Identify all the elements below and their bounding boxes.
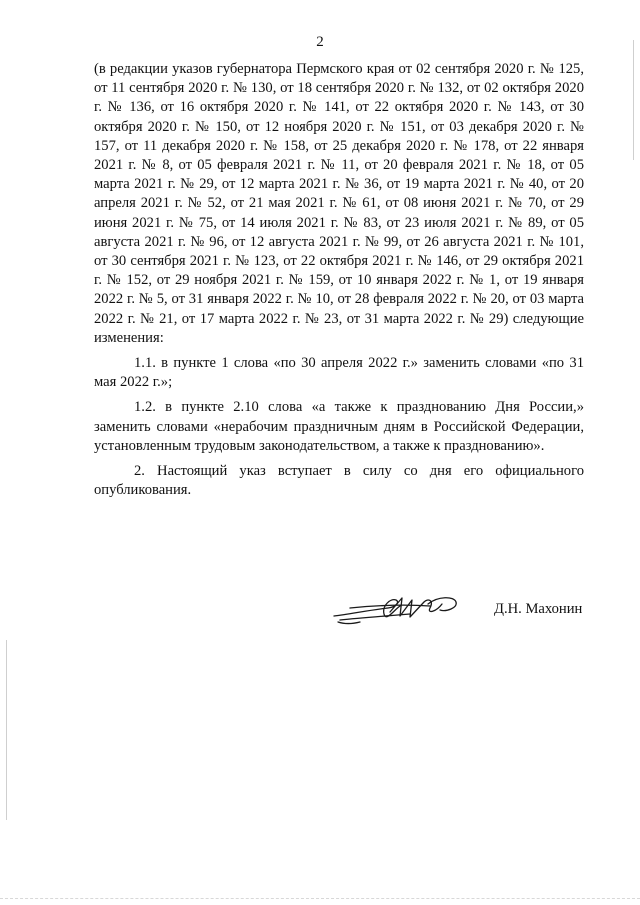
- page-number: 2: [316, 34, 324, 50]
- clause-1-2-paragraph: 1.2. в пункте 2.10 слова «а также к празднованию Дня России,» заменить словами «нерабочим праздничным дням в Российской Федерации, установленным трудовым законодательством, а также к празднованию».: [94, 399, 584, 454]
- handwritten-signature: [330, 590, 465, 630]
- document-body: [94, 60, 584, 500]
- scan-edge-mark-left: [6, 640, 7, 820]
- signer-name: Д.Н. Махонин: [494, 601, 583, 617]
- clause-2-paragraph: 2. Настоящий указ вступает в силу со дня его официального опубликования.: [94, 463, 584, 499]
- amendment-history-paragraph: (в редакции указов губернатора Пермского края от 02 сентября 2020 г. № 125, от 11 сентября 2020 г. № 130, от 18 сентября 2020 г. № 132, от 02 октября 2020 г. № 136, от 16 октября 2020 г. № 141, от 22 октября 2020 г. № 143, от 30 октября 2020 г. № 150, от 12 ноября 2020 г. № 151, от 03 декабря 2020 г. № 157, от 11 декабря 2020 г. № 158, от 25 декабря 2020 г. № 178, от 22 января 2021 г. № 8, от 05 февраля 2021 г. № 11, от 20 февраля 2021 г. № 18, от 05 марта 2021 г. № 29, от 12 марта 2021 г. № 36, от 19 марта 2021 г. № 40, от 20 апреля 2021 г. № 52, от 21 мая 2021 г. № 61, от 08 июня 2021 г. № 70, от 29 июня 2021 г. № 75, от 14 июля 2021 г. № 83, от 23 июля 2021 г. № 89, от 05 августа 2021 г. № 96, от 12 августа 2021 г. № 99, от 26 августа 2021 г. № 101, от 30 сентября 2021 г. № 123, от 22 октября 2021 г. № 146, от 29 октября 2021 г. № 152, от 29 ноября 2021 г. № 159, от 10 января 2022 г. № 1, от 19 января 2022 г. № 5, от 31 января 2022 г. № 10, от 28 февраля 2022 г. № 20, от 03 марта 2022 г. № 21, от 17 марта 2022 г. № 23, от 31 марта 2022 г. № 29) следующие изменения:: [94, 61, 584, 346]
- scan-bottom-edge: [0, 898, 640, 899]
- signature-block: [330, 590, 600, 640]
- scan-edge-mark-right: [633, 40, 634, 160]
- clause-1-1-paragraph: 1.1. в пункте 1 слова «по 30 апреля 2022 г.» заменить словами «по 31 мая 2022 г.»;: [94, 355, 584, 391]
